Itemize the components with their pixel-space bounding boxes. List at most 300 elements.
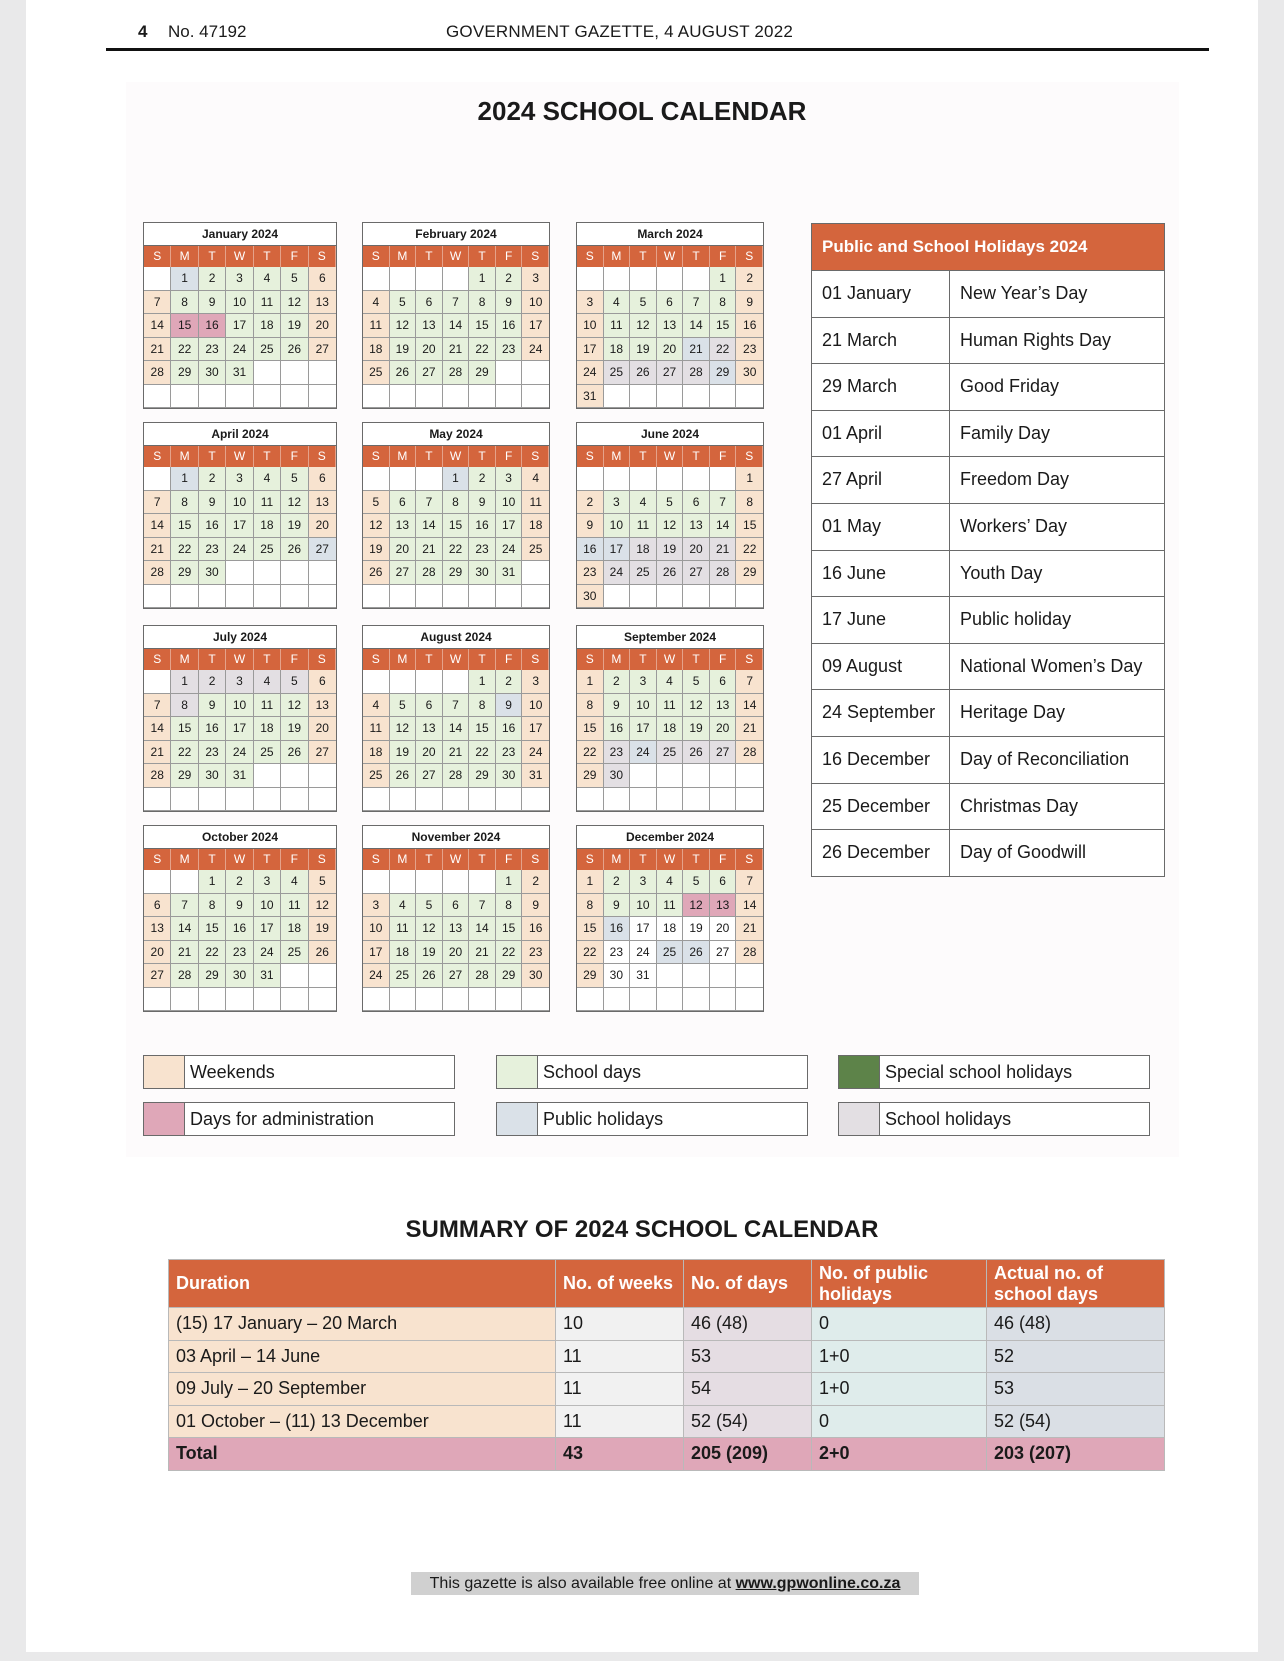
day-cell: 24 [630,741,657,765]
legend-label: School days [543,1062,642,1082]
day-cell [683,788,710,812]
day-cell: 25 [363,361,390,385]
day-cell: 2 [604,870,631,894]
day-cell: 7 [144,491,171,515]
day-cell: 8 [443,491,470,515]
day-cell: 5 [281,670,308,694]
day-cell [657,764,684,788]
day-cell: 15 [171,717,198,741]
summary-row [169,1308,1165,1341]
day-cell: 22 [171,741,198,765]
day-cell: 15 [199,917,226,941]
weekday-header: T [630,246,657,267]
day-cell [363,385,390,409]
weekday-header: F [710,649,737,670]
day-cell: 9 [199,291,226,315]
weekday-header: T [199,849,226,870]
day-cell [281,585,308,609]
holidays-table [811,223,1165,877]
day-cell: 11 [390,917,417,941]
month-calendar [143,625,337,812]
day-cell: 27 [710,741,737,765]
calendar-title: 2024 SCHOOL CALENDAR [477,96,807,126]
month-calendar [143,422,337,609]
day-cell: 25 [657,941,684,965]
day-cell: 25 [604,361,631,385]
day-cell: 14 [710,514,737,538]
day-cell: 25 [281,941,308,965]
day-cell: 26 [683,741,710,765]
day-cell: 19 [281,314,308,338]
day-cell: 28 [144,561,171,585]
day-cell: 3 [522,670,549,694]
day-cell: 12 [309,894,336,918]
weekday-header: S [736,849,763,870]
day-cell: 2 [496,670,523,694]
day-cell: 20 [416,741,443,765]
day-cell: 10 [577,314,604,338]
weekday-header: F [710,246,737,267]
day-cell: 9 [522,894,549,918]
day-cell: 20 [443,941,470,965]
day-cell [522,385,549,409]
day-cell [496,585,523,609]
day-cell: 27 [416,361,443,385]
day-cell: 23 [199,338,226,362]
day-cell: 7 [416,491,443,515]
day-cell: 10 [226,491,253,515]
day-cell [630,988,657,1012]
weekday-header: W [657,246,684,267]
day-cell: 20 [657,338,684,362]
weekday-header: W [657,446,684,467]
day-cell: 13 [390,514,417,538]
day-cell: 4 [604,291,631,315]
weekday-header: T [630,649,657,670]
day-cell [226,585,253,609]
day-cell [522,585,549,609]
summary-duration: 09 July – 20 September [169,1373,556,1406]
day-cell [710,764,737,788]
day-cell: 14 [736,694,763,718]
weekday-header: F [496,649,523,670]
day-cell: 9 [604,894,631,918]
day-cell [390,870,417,894]
day-cell: 11 [254,491,281,515]
day-cell: 16 [199,717,226,741]
summary-actual-days: 203 (207) [987,1438,1165,1471]
day-cell: 1 [577,670,604,694]
day-cell: 16 [496,314,523,338]
weekday-header: T [199,246,226,267]
day-cell: 4 [522,467,549,491]
day-cell: 13 [683,514,710,538]
day-cell: 23 [199,538,226,562]
day-cell: 3 [254,870,281,894]
legend-item [143,1102,455,1136]
day-cell: 28 [144,764,171,788]
weekday-header: S [577,246,604,267]
day-cell: 11 [254,694,281,718]
day-cell [363,788,390,812]
day-cell [577,788,604,812]
summary-duration: Total [169,1438,556,1471]
day-cell: 1 [443,467,470,491]
day-cell [604,788,631,812]
day-cell: 2 [736,267,763,291]
day-cell: 28 [736,941,763,965]
holiday-name: Christmas Day [960,795,1079,816]
legend-item [496,1055,808,1089]
weekday-header: W [443,246,470,267]
day-cell: 15 [496,917,523,941]
day-cell: 16 [522,917,549,941]
day-cell [226,788,253,812]
day-cell [630,788,657,812]
holiday-name: Workers’ Day [960,515,1068,536]
day-cell [577,988,604,1012]
day-cell [630,764,657,788]
holiday-row [812,363,1164,410]
day-cell: 4 [363,291,390,315]
holiday-name: Heritage Day [960,702,1066,723]
summary-public-holidays: 1+0 [812,1340,987,1373]
day-cell: 16 [577,538,604,562]
weekday-header: M [390,649,417,670]
day-cell: 21 [443,338,470,362]
day-cell: 16 [226,917,253,941]
day-cell [657,585,684,609]
day-cell [390,385,417,409]
day-cell: 15 [443,514,470,538]
summary-duration: 01 October – (11) 13 December [169,1405,556,1438]
weekday-header: M [604,446,631,467]
weekday-header: T [630,446,657,467]
day-cell [363,670,390,694]
day-cell [281,561,308,585]
month-calendar [362,625,550,812]
footer-link[interactable]: www.gpwonline.co.za [735,1575,901,1592]
day-cell [443,670,470,694]
weekday-header: T [683,446,710,467]
footer-note [411,1572,919,1595]
day-cell [416,670,443,694]
month-calendar [576,222,764,409]
day-cell: 28 [736,741,763,765]
month-calendar [576,422,764,609]
day-cell: 1 [496,870,523,894]
day-cell: 8 [171,291,198,315]
day-cell: 5 [281,467,308,491]
holiday-date: 01 January [812,271,950,317]
day-cell: 19 [281,514,308,538]
day-cell: 5 [657,491,684,515]
day-cell: 27 [144,964,171,988]
day-cell: 3 [496,467,523,491]
legend-item [496,1102,808,1136]
day-cell [281,385,308,409]
day-cell: 29 [443,561,470,585]
day-cell [390,988,417,1012]
holiday-date: 29 March [812,364,950,410]
day-cell: 17 [496,514,523,538]
day-cell: 15 [171,514,198,538]
day-cell: 24 [226,338,253,362]
day-cell: 26 [281,741,308,765]
holiday-name: National Women’s Day [960,655,1143,676]
weekday-header: M [390,849,417,870]
weekday-header: M [171,446,198,467]
legend-swatch [839,1056,880,1088]
day-cell [254,788,281,812]
day-cell: 3 [522,267,549,291]
day-cell [254,988,281,1012]
day-cell [657,964,684,988]
day-cell: 26 [630,361,657,385]
day-cell: 18 [522,514,549,538]
day-cell: 28 [469,964,496,988]
day-cell: 24 [363,964,390,988]
weekday-header: T [199,446,226,467]
day-cell: 15 [577,917,604,941]
day-cell: 27 [309,538,336,562]
day-cell: 1 [736,467,763,491]
summary-table [168,1259,1165,1471]
month-grid [363,849,549,1011]
day-cell: 3 [630,870,657,894]
day-cell: 31 [226,764,253,788]
day-cell: 9 [736,291,763,315]
day-cell: 28 [144,361,171,385]
day-cell: 12 [390,717,417,741]
day-cell: 17 [630,717,657,741]
day-cell: 13 [710,694,737,718]
day-cell [469,385,496,409]
day-cell: 17 [254,917,281,941]
day-cell [363,467,390,491]
day-cell: 14 [443,314,470,338]
day-cell: 13 [144,917,171,941]
day-cell [226,385,253,409]
weekday-header: S [522,446,549,467]
day-cell: 8 [496,894,523,918]
day-cell: 19 [683,717,710,741]
day-cell: 14 [144,514,171,538]
day-cell: 2 [577,491,604,515]
holiday-row [812,643,1164,690]
day-cell: 16 [469,514,496,538]
day-cell: 4 [254,670,281,694]
weekday-header: T [416,849,443,870]
day-cell [363,988,390,1012]
legend-label: Days for administration [190,1109,375,1129]
month-name: August 2024 [363,626,549,649]
day-cell: 23 [226,941,253,965]
summary-public-holidays: 2+0 [812,1438,987,1471]
day-cell [416,988,443,1012]
weekday-header: S [363,649,390,670]
weekday-header: S [144,849,171,870]
day-cell [630,585,657,609]
day-cell [254,585,281,609]
day-cell: 21 [469,941,496,965]
day-cell: 17 [522,314,549,338]
weekday-header: F [496,849,523,870]
day-cell: 20 [309,314,336,338]
day-cell: 15 [736,514,763,538]
day-cell: 10 [226,694,253,718]
day-cell: 19 [281,717,308,741]
day-cell: 26 [416,964,443,988]
day-cell [604,385,631,409]
weekday-header: T [254,246,281,267]
day-cell: 13 [416,314,443,338]
day-cell: 1 [171,670,198,694]
day-cell: 18 [281,917,308,941]
day-cell [657,267,684,291]
weekday-header: W [226,446,253,467]
summary-weeks: 11 [556,1373,684,1406]
day-cell [363,267,390,291]
day-cell: 23 [469,538,496,562]
day-cell: 23 [496,338,523,362]
day-cell: 17 [226,514,253,538]
day-cell: 7 [736,670,763,694]
day-cell: 27 [416,764,443,788]
day-cell: 22 [199,941,226,965]
weekday-header: T [469,446,496,467]
day-cell: 12 [416,917,443,941]
day-cell: 8 [577,894,604,918]
day-cell: 8 [171,694,198,718]
summary-duration: (15) 17 January – 20 March [169,1308,556,1341]
day-cell: 11 [604,314,631,338]
day-cell: 19 [390,741,417,765]
day-cell: 19 [657,538,684,562]
day-cell [522,561,549,585]
day-cell: 10 [363,917,390,941]
day-cell: 17 [604,538,631,562]
day-cell: 30 [199,361,226,385]
day-cell: 28 [416,561,443,585]
weekday-header: F [281,246,308,267]
day-cell [443,585,470,609]
day-cell [522,361,549,385]
day-cell [657,467,684,491]
day-cell: 30 [577,585,604,609]
day-cell: 6 [443,894,470,918]
weekday-header: T [416,649,443,670]
day-cell: 27 [390,561,417,585]
month-calendar [362,422,550,609]
weekday-header: S [577,446,604,467]
month-calendar [576,625,764,812]
day-cell [390,585,417,609]
day-cell: 31 [577,385,604,409]
day-cell: 27 [710,941,737,965]
weekday-header: T [416,246,443,267]
day-cell: 13 [443,917,470,941]
day-cell [496,361,523,385]
day-cell: 17 [226,314,253,338]
day-cell: 20 [710,917,737,941]
day-cell: 21 [144,538,171,562]
day-cell [144,870,171,894]
holidays-table-title: Public and School Holidays 2024 [812,224,1164,270]
day-cell: 6 [309,670,336,694]
day-cell: 3 [630,670,657,694]
day-cell: 21 [443,741,470,765]
day-cell [522,988,549,1012]
day-cell: 2 [522,870,549,894]
day-cell: 11 [657,894,684,918]
weekday-header: S [363,446,390,467]
day-cell: 13 [416,717,443,741]
day-cell: 11 [363,314,390,338]
day-cell: 7 [443,694,470,718]
day-cell: 16 [604,917,631,941]
weekday-header: S [522,849,549,870]
day-cell [736,988,763,1012]
day-cell: 25 [522,538,549,562]
day-cell: 12 [363,514,390,538]
day-cell: 27 [683,561,710,585]
day-cell: 23 [604,941,631,965]
day-cell: 1 [469,670,496,694]
day-cell: 5 [390,291,417,315]
day-cell: 22 [443,538,470,562]
weekday-header: F [281,446,308,467]
day-cell: 4 [254,467,281,491]
day-cell [577,467,604,491]
day-cell: 5 [281,267,308,291]
day-cell: 28 [683,361,710,385]
day-cell: 18 [254,314,281,338]
month-name: October 2024 [144,826,336,849]
month-name: December 2024 [577,826,763,849]
month-grid [144,849,336,1011]
day-cell: 25 [254,741,281,765]
day-cell [443,988,470,1012]
day-cell [254,764,281,788]
day-cell: 6 [416,694,443,718]
day-cell: 11 [363,717,390,741]
summary-days: 46 (48) [684,1308,812,1341]
day-cell: 3 [226,267,253,291]
day-cell: 11 [522,491,549,515]
weekday-header: F [496,446,523,467]
day-cell: 12 [683,694,710,718]
day-cell: 12 [281,694,308,718]
day-cell: 21 [171,941,198,965]
holiday-row [812,550,1164,597]
day-cell: 17 [226,717,253,741]
weekday-header: M [604,649,631,670]
day-cell: 21 [736,917,763,941]
holiday-date: 17 June [812,597,950,643]
day-cell [496,385,523,409]
day-cell: 16 [604,717,631,741]
day-cell: 18 [363,741,390,765]
day-cell: 25 [363,764,390,788]
day-cell [144,385,171,409]
day-cell: 5 [683,670,710,694]
day-cell: 17 [522,717,549,741]
day-cell [710,988,737,1012]
day-cell: 20 [390,538,417,562]
weekday-header: M [390,446,417,467]
day-cell: 10 [630,894,657,918]
